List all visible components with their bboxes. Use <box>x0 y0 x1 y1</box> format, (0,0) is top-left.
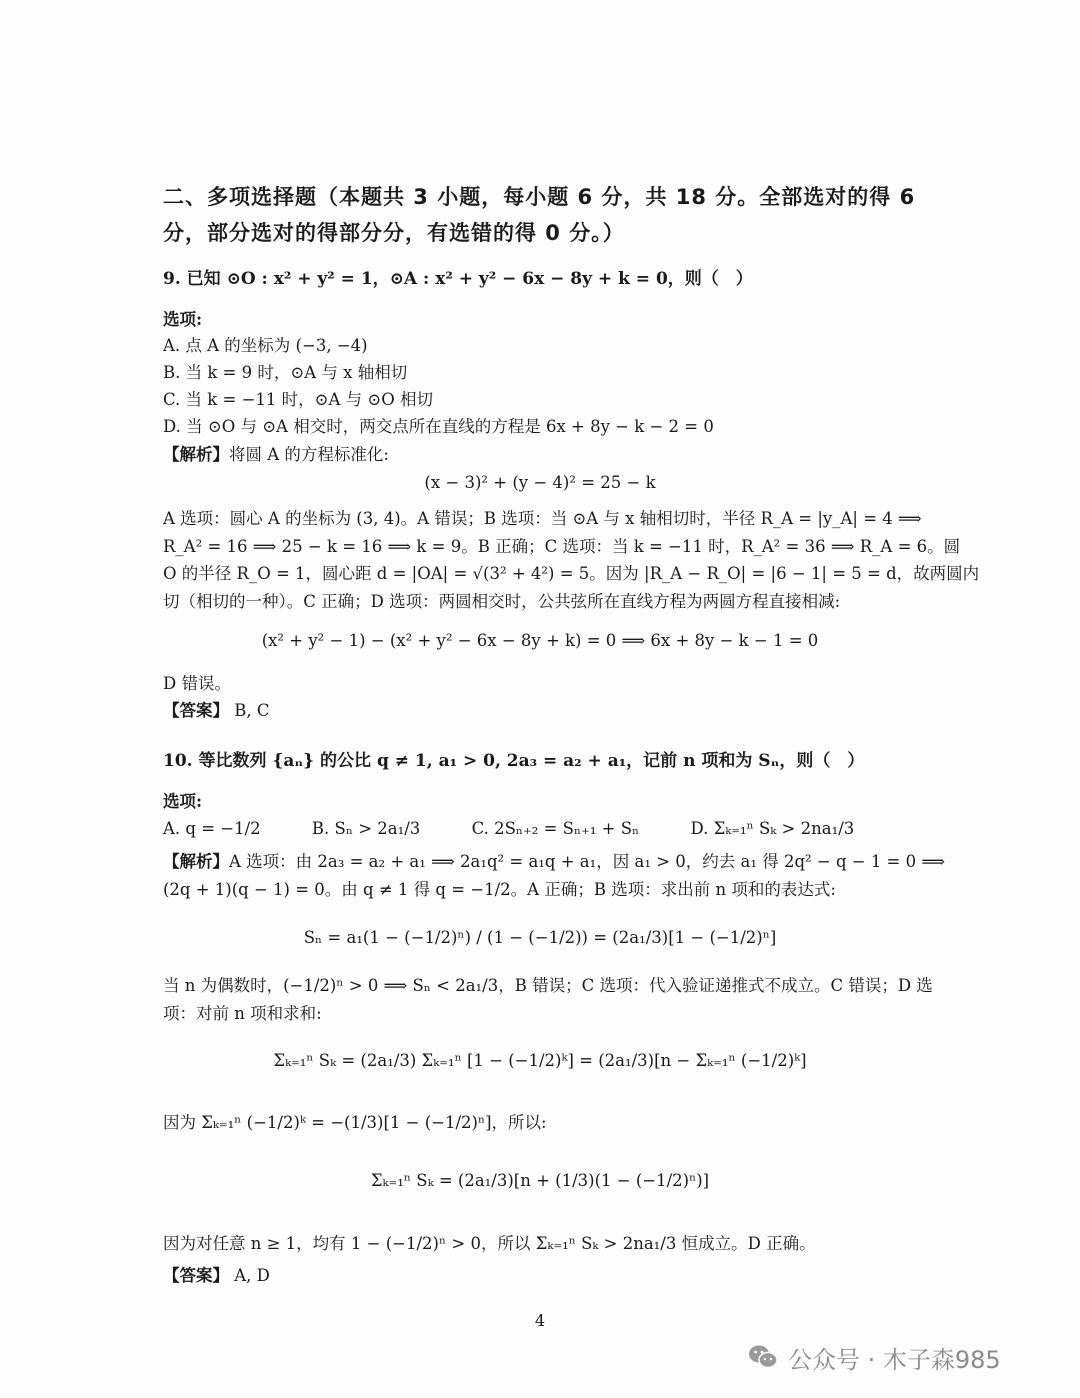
q9-option-c: C. 当 k = −11 时，⊙A 与 ⊙O 相切 <box>163 390 433 409</box>
q10-analysis-label: 【解析】 <box>163 852 229 871</box>
q9-analysis-body-2: R_A² = 16 ⟹ 25 − k = 16 ⟹ k = 9。B 正确；C 选项：当 k = −11 时，R_A² = 36 ⟹ R_A = 6。圆 <box>163 537 961 556</box>
q10-final-line: 因为对任意 n ≥ 1，均有 1 − (−1/2)ⁿ > 0，所以 Σₖ₌₁ⁿ Sₖ > 2na₁/3 恒成立。D 正确。 <box>163 1234 816 1253</box>
q9-analysis-body-3: O 的半径 R_O = 1，圆心距 d = |OA| = √(3² + 4²) = 5。因为 |R_A − R_O| = |6 − 1| = 5 = d，故两圆内 <box>163 564 980 583</box>
q9-option-b: B. 当 k = 9 时，⊙A 与 x 轴相切 <box>163 363 408 382</box>
q9-d-conclusion: D 错误。 <box>163 674 231 693</box>
q9-option-d: D. 当 ⊙O 与 ⊙A 相交时，两交点所在直线的方程是 6x + 8y − k − 2 = 0 <box>163 417 714 436</box>
q10-analysis-line2: (2q + 1)(q − 1) = 0。由 q ≠ 1 得 q = −1/2。A 正确；B 选项：求出前 n 项和的表达式: <box>163 880 836 899</box>
section-header-line2: 分，部分选对的得部分分，有选错的得 0 分。） <box>163 221 625 245</box>
q9-equation-common-chord: (x² + y² − 1) − (x² + y² − 6x − 8y + k) = 0 ⟹ 6x + 8y − k − 1 = 0 <box>261 631 819 650</box>
q9-analysis-body-1: A 选项：圆心 A 的坐标为 (3, 4)。A 错误；B 选项：当 ⊙A 与 x 轴相切时，半径 R_A = |y_A| = 4 ⟹ <box>163 509 922 528</box>
q10-options-label: 选项: <box>163 792 203 811</box>
q10-answer-line <box>163 1265 270 1287</box>
q10-option-d: D. Σₖ₌₁ⁿ Sₖ > 2na₁/3 <box>690 819 855 838</box>
q10-options-row <box>163 818 900 840</box>
watermark <box>748 1340 1048 1374</box>
section-header-line1: 二、多项选择题（本题共 3 小题，每小题 6 分，共 18 分。全部选对的得 6 <box>163 185 916 209</box>
q9-answer-label: 【答案】 <box>163 701 229 720</box>
q10-option-c: C. 2Sₙ₊₂ = Sₙ₊₁ + Sₙ <box>471 819 640 838</box>
q10-equation-sum2: Σₖ₌₁ⁿ Sₖ = (2a₁/3)[n + (1/3)(1 − (−1/2)ⁿ)] <box>370 1171 710 1190</box>
q10-analysis-text1: A 选项：由 2a₃ = a₂ + a₁ ⟹ 2a₁q² = a₁q + a₁，因 a₁ > 0，约去 a₁ 得 2q² − q − 1 = 0 ⟹ <box>229 852 946 871</box>
question-9-stem: 9. 已知 ⊙O : x² + y² = 1，⊙A : x² + y² − 6x − 8y + k = 0，则（ ） <box>163 269 753 289</box>
q9-analysis-intro: 将圆 A 的方程标准化: <box>229 445 389 464</box>
q10-option-a: A. q = −1/2 <box>163 819 261 838</box>
q9-answer-line <box>163 700 270 722</box>
wechat-icon <box>748 1344 778 1370</box>
q10-option-b: B. Sₙ > 2a₁/3 <box>311 819 421 838</box>
q9-options-label: 选项: <box>163 310 203 329</box>
q10-even-case-line1: 当 n 为偶数时，(−1/2)ⁿ > 0 ⟹ Sₙ < 2a₁/3，B 错误；C 选项：代入验证递推式不成立。C 错误；D 选 <box>163 976 933 995</box>
q10-even-case-line2: 项：对前 n 项和求和: <box>163 1004 322 1023</box>
page-number: 4 <box>534 1311 546 1330</box>
q9-analysis-intro-line <box>163 444 389 466</box>
q9-analysis-body-4: 切（相切的一种）。C 正确；D 选项：两圆相交时，公共弦所在直线方程为两圆方程直接相减: <box>163 592 841 611</box>
q9-answer: B, C <box>234 701 270 720</box>
q10-equation-sum1: Σₖ₌₁ⁿ Sₖ = (2a₁/3) Σₖ₌₁ⁿ [1 − (−1/2)ᵏ] = (2a₁/3)[n − Σₖ₌₁ⁿ (−1/2)ᵏ] <box>273 1051 807 1070</box>
q10-answer: A, D <box>234 1266 270 1285</box>
q9-option-a: A. 点 A 的坐标为 (−3, −4) <box>163 336 368 355</box>
q10-because-line: 因为 Σₖ₌₁ⁿ (−1/2)ᵏ = −(1/3)[1 − (−1/2)ⁿ]，所以: <box>163 1113 547 1132</box>
question-10-stem: 10. 等比数列 {aₙ} 的公比 q ≠ 1, a₁ > 0, 2a₃ = a₂ + a₁，记前 n 项和为 Sₙ，则（ ） <box>163 751 865 771</box>
q9-equation-standard-form: (x − 3)² + (y − 4)² = 25 − k <box>424 473 656 492</box>
q10-answer-label: 【答案】 <box>163 1266 229 1285</box>
watermark-text: 公众号 · 木子森985 <box>788 1345 1001 1374</box>
q10-analysis-line1 <box>163 851 945 873</box>
q10-equation-sn: Sₙ = a₁(1 − (−1/2)ⁿ) / (1 − (−1/2)) = (2a₁/3)[1 − (−1/2)ⁿ] <box>303 928 777 947</box>
q9-analysis-label: 【解析】 <box>163 445 229 464</box>
